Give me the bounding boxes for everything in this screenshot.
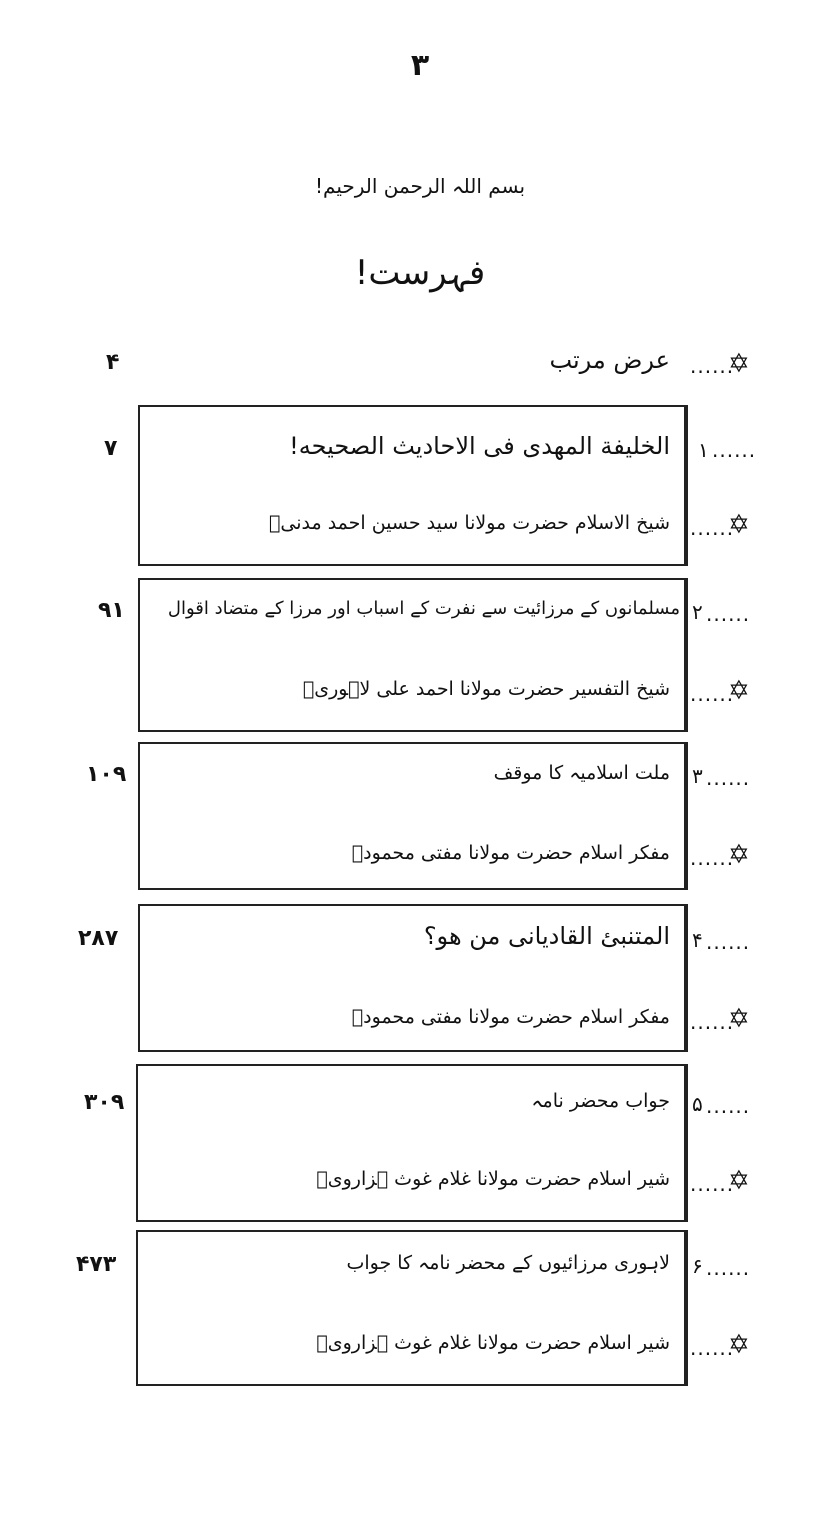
entry-author: شیخ التفسیر حضرت مولانا احمد علی لاہوریؒ bbox=[302, 678, 670, 700]
toc-intro-page: ۴ bbox=[106, 350, 120, 375]
entry-page: ۲۸۷ bbox=[78, 926, 119, 951]
entry-divider bbox=[684, 904, 686, 1050]
entry-divider bbox=[684, 405, 686, 564]
leader-dots: ...... bbox=[706, 930, 751, 954]
entry-title: ملت اسلامیہ کا موقف bbox=[493, 762, 670, 784]
entry-page: ۴۷۳ bbox=[76, 1252, 117, 1277]
leader-dots: ...... bbox=[706, 766, 751, 790]
leader-dots: ...... bbox=[706, 1094, 751, 1118]
page-number: ۳ bbox=[410, 48, 430, 83]
entry-page: ۱۰۹ bbox=[86, 762, 127, 787]
entry-index: ۴ bbox=[692, 928, 703, 952]
entry-author: شیر اسلام حضرت مولانا غلام غوث ہزارویؒ bbox=[316, 1168, 670, 1190]
entry-title: جواب محضر نامہ bbox=[531, 1090, 670, 1112]
entry-page: ۹۱ bbox=[98, 598, 125, 623]
star-icon: ✡ bbox=[728, 349, 750, 379]
star-icon: ✡ bbox=[728, 676, 750, 706]
entry-title: المتنبئ القادیانی من هو؟ bbox=[423, 922, 670, 950]
entry-author: شیر اسلام حضرت مولانا غلام غوث ہزارویؒ bbox=[316, 1332, 670, 1354]
entry-title: الخلیفة المهدی فی الاحادیث الصحیحه! bbox=[289, 432, 670, 460]
entry-box bbox=[136, 1064, 688, 1222]
entry-page: ۳۰۹ bbox=[84, 1090, 125, 1115]
leader-dots: ...... bbox=[706, 1256, 751, 1280]
leader-dots: ...... bbox=[690, 682, 735, 706]
entry-index: ۳ bbox=[692, 764, 703, 788]
entry-index: ۵ bbox=[692, 1092, 703, 1116]
page-title: فہرست! bbox=[354, 253, 486, 293]
leader-dots: ...... bbox=[690, 516, 735, 540]
entry-author: شیخ الاسلام حضرت مولانا سید حسین احمد مدنیؒ bbox=[268, 512, 670, 534]
entry-index: ۱ bbox=[698, 438, 709, 462]
bismillah: بسم اللہ الرحمن الرحیم! bbox=[314, 174, 526, 198]
star-icon: ✡ bbox=[728, 1004, 750, 1034]
leader-dots: ...... bbox=[690, 846, 735, 870]
entry-title: مسلمانوں کے مرزائیت سے نفرت کے اسباب اور مرزا کے متضاد اقوال bbox=[167, 598, 680, 619]
entry-divider bbox=[684, 578, 686, 730]
entry-divider bbox=[684, 1064, 686, 1220]
leader-dots: ...... bbox=[706, 602, 751, 626]
entry-index: ۶ bbox=[692, 1254, 703, 1278]
entry-author: مفکر اسلام حضرت مولانا مفتی محمودؒ bbox=[351, 842, 670, 864]
star-icon: ✡ bbox=[728, 1166, 750, 1196]
toc-intro-title: عرض مرتب bbox=[549, 346, 670, 374]
entry-box bbox=[138, 405, 688, 566]
entry-divider bbox=[684, 742, 686, 888]
star-icon: ✡ bbox=[728, 840, 750, 870]
leader-dots: ...... bbox=[690, 1010, 735, 1034]
entry-title: لاہوری مرزائیوں کے محضر نامہ کا جواب bbox=[346, 1252, 670, 1274]
entry-index: ۲ bbox=[692, 600, 703, 624]
leader-dots: ...... bbox=[712, 438, 757, 462]
entry-page: ۷ bbox=[104, 436, 118, 461]
star-icon: ✡ bbox=[728, 510, 750, 540]
star-icon: ✡ bbox=[728, 1330, 750, 1360]
leader-dots: ...... bbox=[690, 1336, 735, 1360]
entry-divider bbox=[684, 1230, 686, 1384]
entry-author: مفکر اسلام حضرت مولانا مفتی محمودؒ bbox=[351, 1006, 670, 1028]
leader-dots: ...... bbox=[690, 354, 735, 378]
leader-dots: ...... bbox=[690, 1172, 735, 1196]
